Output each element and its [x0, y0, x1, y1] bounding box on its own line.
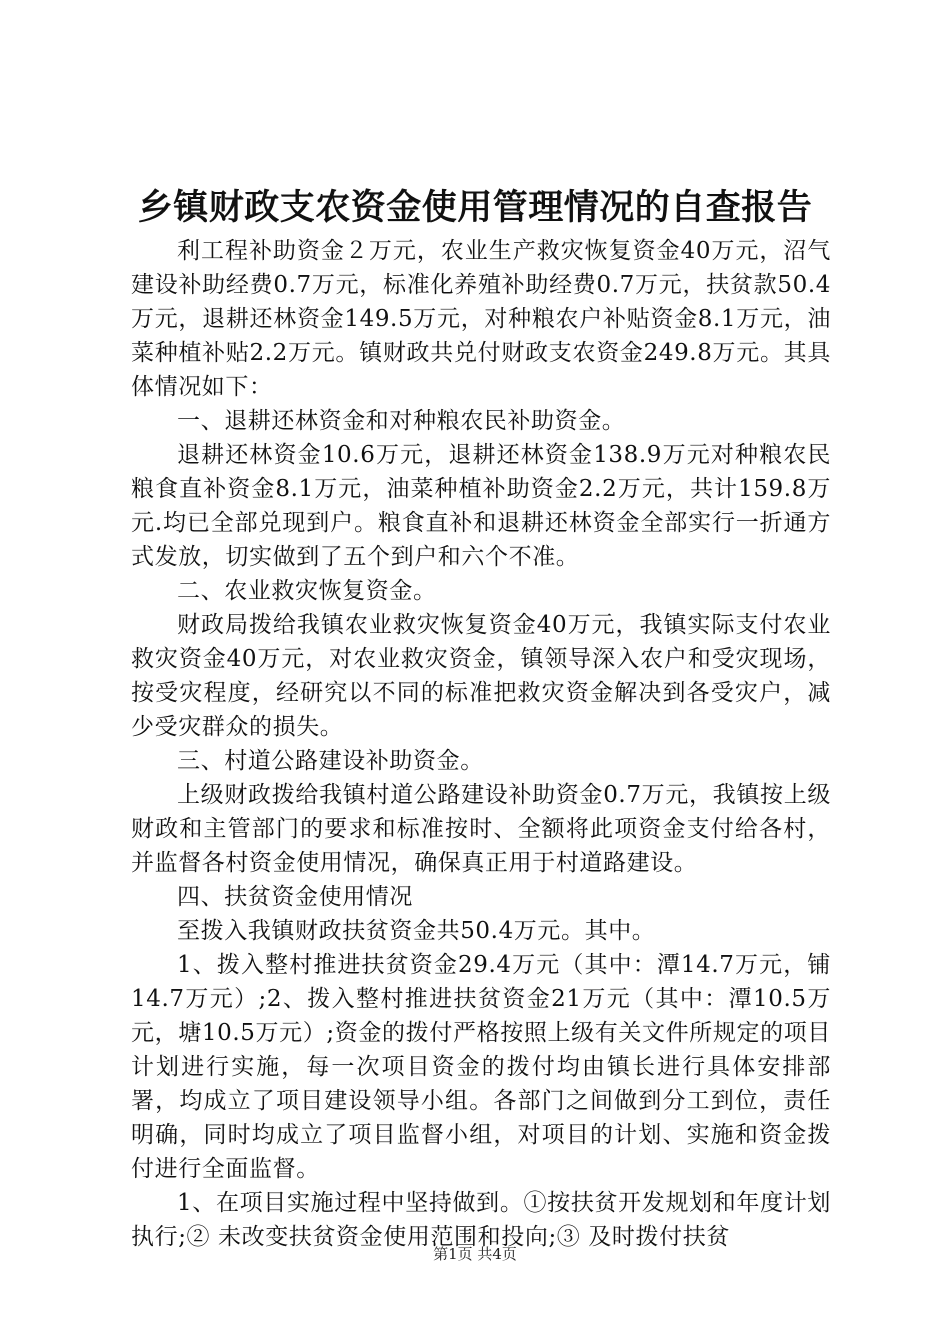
heading-section-1: 一、退耕还林资金和对种粮农民补助资金。 — [177, 408, 626, 434]
paragraph-section-4-intro: 至拨入我镇财政扶贫资金共50.4万元。其中。 — [177, 918, 656, 944]
paragraph-section-2: 财政局拨给我镇农业救灾恢复资金40万元，我镇实际支付农业救灾资金40万元，对农业救灾资金，镇领导深入农户和受灾现场，按受灾程度，经研究以不同的标准把救灾资金解决到各受灾户，减少受灾群众的损失。 — [131, 612, 831, 740]
heading-section-4: 四、扶贫资金使用情况 — [177, 884, 413, 910]
paragraph-section-4-detail: 1、拨入整村推进扶贫资金29.4万元（其中：潭14.7万元，铺14.7万元）;2、拨入整村推进扶贫资金21万元（其中：潭10.5万元，塘10.5万元）;资金的拨付严格按照上级有关文件所规定的项目计划进行实施，每一次项目资金的拨付均由镇长进行具体安排部署，均成立了项目建设领导小组。各部门之间做到分工到位，责任明确，同时均成立了项目监督小组，对项目的计划、实施和资金拨付进行全面监督。 — [131, 952, 831, 1182]
document-body — [131, 234, 831, 1254]
paragraph-section-1: 退耕还林资金10.6万元，退耕还林资金138.9万元对种粮农民粮食直补资金8.1万元，油菜种植补助资金2.2万元，共计159.8万元.均已全部兑现到户。粮食直补和退耕还林资金全部实行一折通方式发放，切实做到了五个到户和六个不准。 — [131, 442, 831, 570]
paragraph-section-3: 上级财政拨给我镇村道公路建设补助资金0.7万元，我镇按上级财政和主管部门的要求和标准按时、全额将此项资金支付给各村，并监督各村资金使用情况，确保真正用于村道路建设。 — [131, 782, 831, 876]
paragraph-section-4-implementation: 1、在项目实施过程中坚持做到。①按扶贫开发规划和年度计划执行;② 未改变扶贫资金使用范围和投向;③ 及时拨付扶贫 — [131, 1190, 831, 1250]
page-footer: 第1页 共4页 — [433, 1245, 517, 1263]
document-title: 乡镇财政支农资金使用管理情况的自查报告 — [137, 188, 813, 228]
paragraph-intro-funds: 利工程补助资金２万元，农业生产救灾恢复资金40万元，沼气建设补助经费0.7万元，标准化养殖补助经费0.7万元，扶贫款50.4万元，退耕还林资金149.5万元，对种粮农户补贴资金8.1万元，油菜种植补贴2.2万元。镇财政共兑付财政支农资金249.8万元。其具体情况如下： — [131, 238, 831, 400]
heading-section-2: 二、农业救灾恢复资金。 — [177, 578, 437, 604]
heading-section-3: 三、村道公路建设补助资金。 — [177, 748, 484, 774]
